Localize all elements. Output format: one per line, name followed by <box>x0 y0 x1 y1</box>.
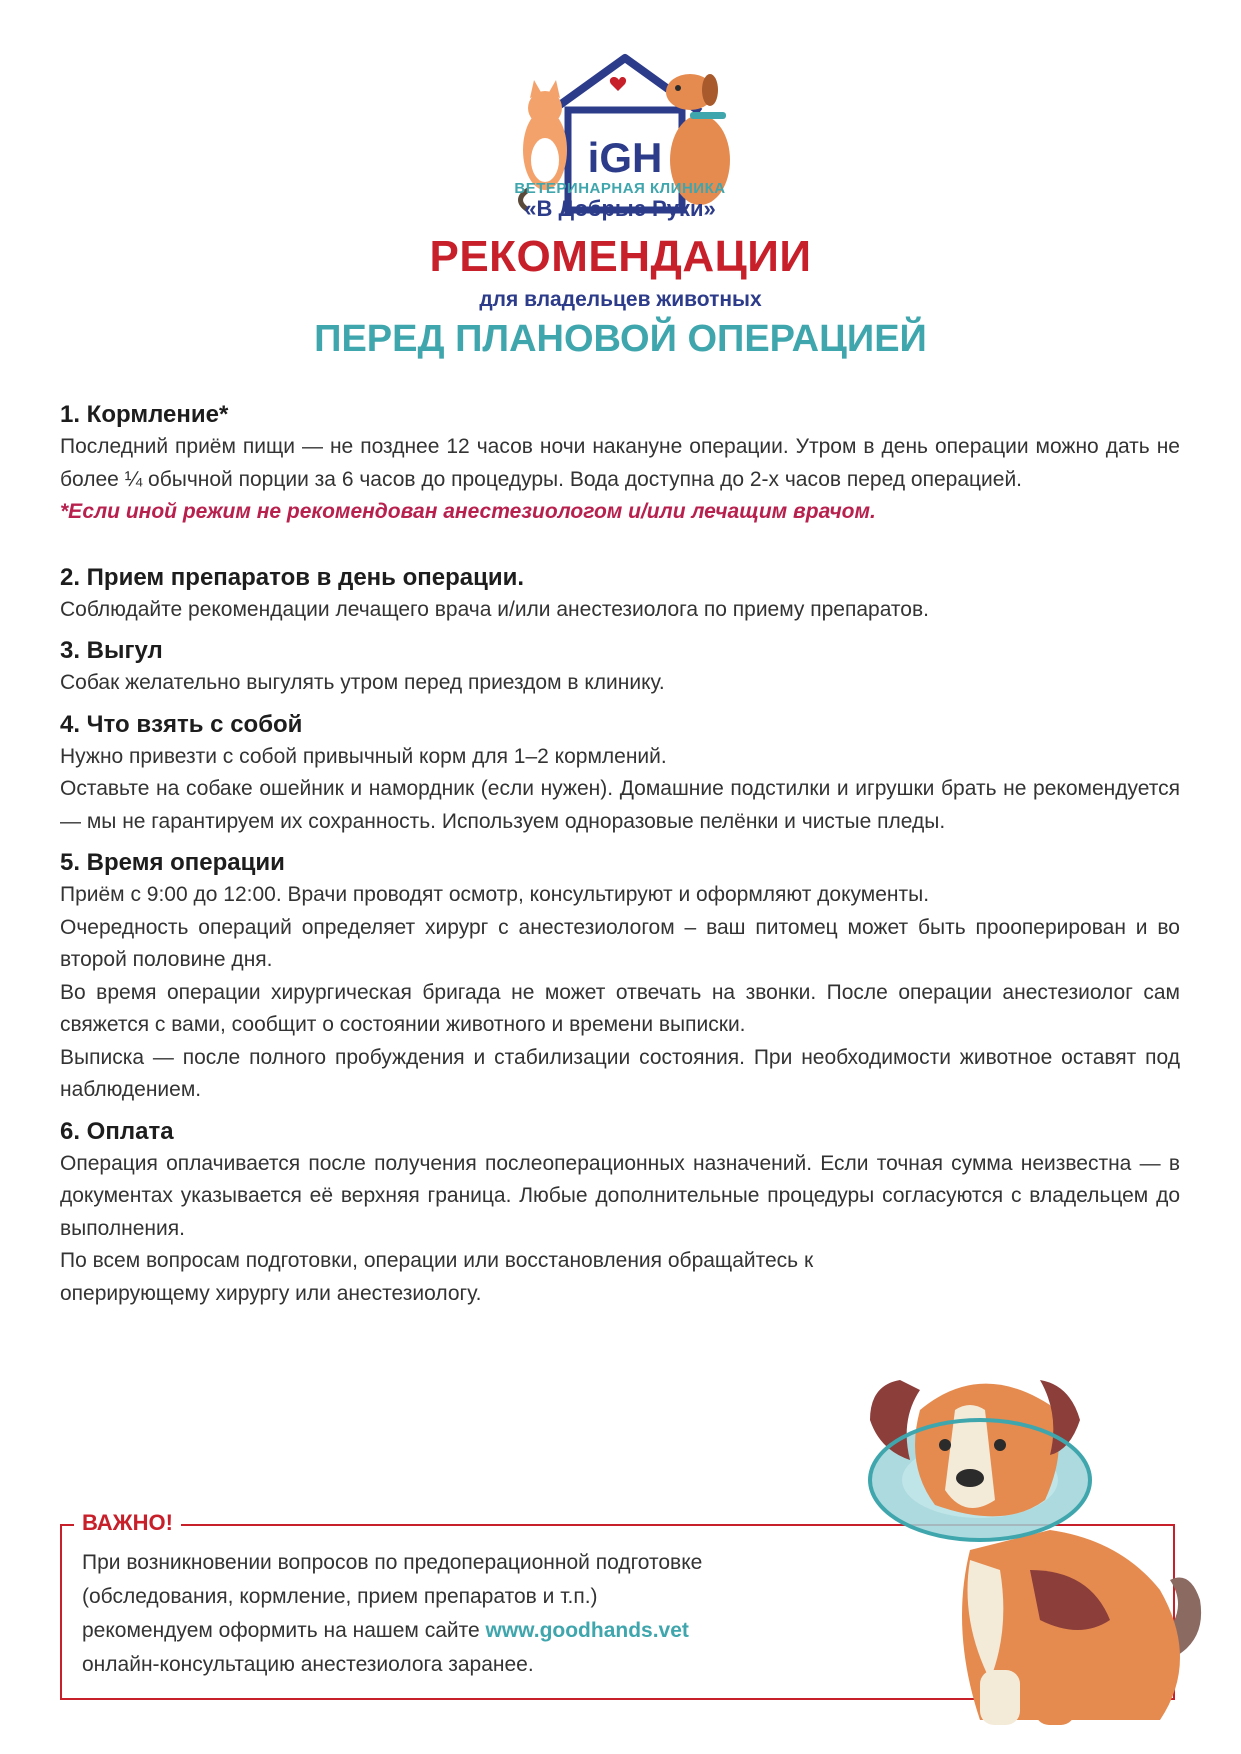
section-walk <box>60 634 1180 700</box>
section-feeding <box>60 398 1180 529</box>
section-what-to-bring <box>60 708 1180 839</box>
section-text: Выписка — после полного пробуждения и стабилизации состояния. При необходимости животное оставят под наблюдением. <box>60 1045 1180 1101</box>
section-text: Оставьте на собаке ошейник и намордник (если нужен). Домашние подстилки и игрушки брать не рекомендуется — мы не гарантируем их сохранность. Используем одноразовые пелёнки и чистые пледы. <box>60 777 1180 833</box>
section-text: Собак желательно выгулять утром перед приездом в клинику. <box>60 671 665 694</box>
logo-line1: ВЕТЕРИНАРНАЯ КЛИНИКА <box>514 180 726 197</box>
section-text: Очередность операций определяет хирург с анестезиологом – ваш питомец может быть прооперирован и во второй половине дня. <box>60 915 1180 971</box>
logo-line2: «В Добрые Руки» <box>524 196 716 221</box>
section-heading: 4. Что взять с собой <box>60 710 303 738</box>
important-line: онлайн-консультацию анестезиолога заранее. <box>82 1653 534 1676</box>
section-heading: 3. Выгул <box>60 637 163 664</box>
logo-mark: iGH <box>587 134 663 181</box>
website-link[interactable]: www.goodhands.vet <box>485 1619 689 1642</box>
important-line: (обследования, кормление, прием препаратов и т.п.) <box>82 1585 598 1608</box>
recommendations-list <box>60 398 1180 1310</box>
important-line-text: рекомендуем оформить на нашем сайте <box>82 1619 486 1642</box>
page-subtitle: для владельцев животных <box>479 288 762 311</box>
section-heading: 5. Время операции <box>60 849 285 876</box>
section-text: Соблюдайте рекомендации лечащего врача и/или анестезиолога по приему препаратов. <box>60 597 929 621</box>
section-medication <box>60 561 1180 627</box>
page-title-secondary: ПЕРЕД ПЛАНОВОЙ ОПЕРАЦИЕЙ <box>314 318 927 360</box>
section-text: Операция оплачивается после получения послеоперационных назначений. Если точная сумма неизвестна — в документах указывается её верхняя граница. Любые дополнительные процедуры согласуются с владельцем до выполнения. <box>60 1151 1180 1240</box>
section-payment <box>60 1115 1180 1311</box>
important-label: ВАЖНО! <box>74 1510 181 1536</box>
section-heading: 1. Кормление* <box>60 401 229 428</box>
section-text: Приём с 9:00 до 12:00. Врачи проводят осмотр, консультируют и оформляют документы. <box>60 883 930 906</box>
section-surgery-time <box>60 846 1180 1107</box>
section-heading: 6. Оплата <box>60 1117 174 1145</box>
section-text: Во время операции хирургическая бригада не может отвечать на звонки. После операции анестезиолог сам свяжется с вами, сообщит о состоянии животного и времени выписки. <box>60 980 1180 1036</box>
page-title: РЕКОМЕНДАЦИИ <box>429 232 812 281</box>
section-text: Последний приём пищи — не позднее 12 часов ночи накануне операции. Утром в день операции можно дать не более ¼ обычной порции за 6 часов до процедуры. Вода доступна до 2-х часов перед операцией. <box>60 435 1180 491</box>
section-note: *Если иной режим не рекомендован анестезиологом и/или лечащим врачом. <box>60 500 876 523</box>
important-line: При возникновении вопросов по предоперационной подготовке <box>82 1551 703 1574</box>
section-text: Нужно привезти с собой привычный корм для 1–2 кормлений. <box>60 744 667 768</box>
section-text: По всем вопросам подготовки, операции или восстановления обращайтесь к оперирующему хирургу или анестезиологу. <box>60 1249 814 1305</box>
section-heading: 2. Прием препаратов в день операции. <box>60 563 525 591</box>
important-line <box>82 1614 882 1648</box>
important-text <box>82 1546 882 1682</box>
dog-with-cone-illustration <box>860 1370 1230 1730</box>
